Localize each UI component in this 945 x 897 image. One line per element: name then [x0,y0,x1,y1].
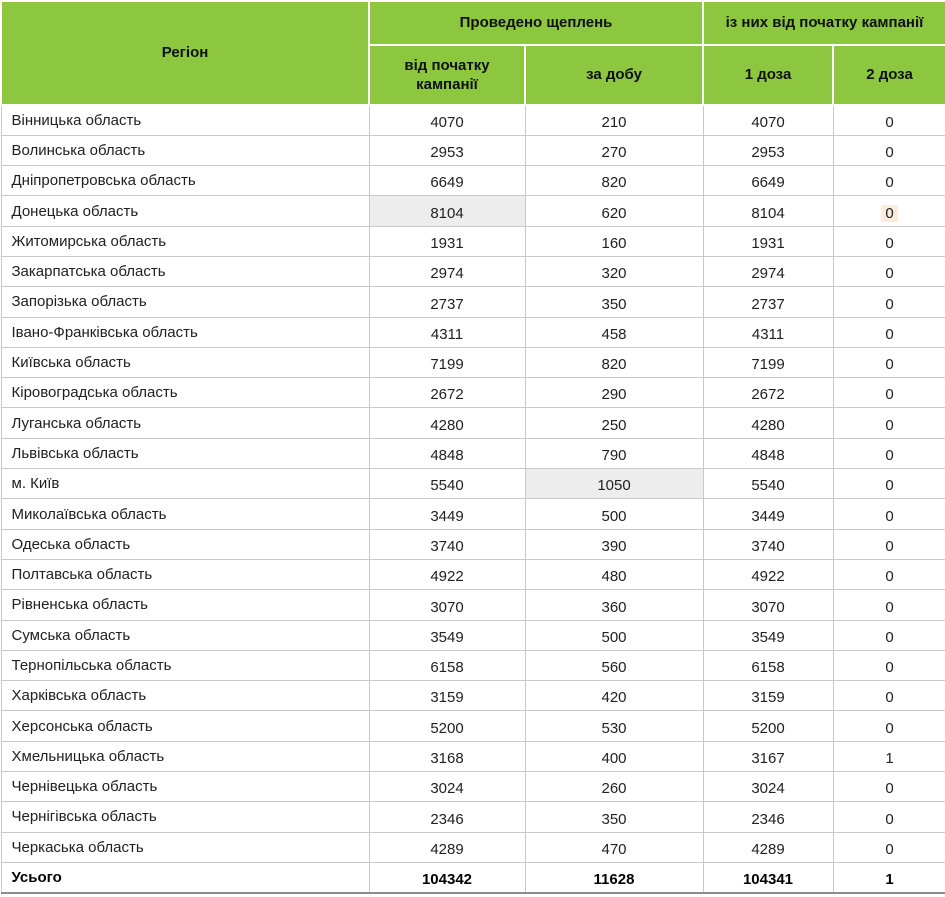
table-row [1,105,945,135]
dose1-cell[interactable]: 2737 [703,287,833,317]
region-cell[interactable]: Черкаська область [1,832,369,862]
header-col-dose1[interactable]: 1 доза [703,45,833,105]
dose1-cell[interactable]: 4070 [703,105,833,135]
dose2-value: 0 [885,416,894,434]
dose2-cell[interactable] [833,681,945,711]
since-start-cell[interactable]: 4922 [369,559,525,589]
table-row [1,408,945,438]
table-row [1,226,945,256]
dose1-cell[interactable]: 4280 [703,408,833,438]
table-row [1,196,945,226]
dose2-cell[interactable] [833,741,945,771]
dose2-value: 0 [885,628,894,646]
dose2-cell[interactable] [833,499,945,529]
per-day-cell[interactable]: 250 [525,408,703,438]
dose2-cell[interactable] [833,287,945,317]
dose2-value: 0 [885,113,894,131]
dose1-cell[interactable]: 1931 [703,226,833,256]
dose1-cell[interactable]: 3167 [703,741,833,771]
per-day-cell[interactable]: 350 [525,287,703,317]
dose2-cell[interactable] [833,256,945,286]
region-cell[interactable]: Миколаївська область [1,499,369,529]
dose2-value: 0 [885,598,894,616]
dose1-cell[interactable]: 2953 [703,135,833,165]
table-row [1,590,945,620]
since-start-cell[interactable]: 3740 [369,529,525,559]
table-row [1,620,945,650]
per-day-cell[interactable]: 820 [525,166,703,196]
table-row [1,438,945,468]
region-cell[interactable]: Львівська область [1,438,369,468]
dose1-cell[interactable]: 2974 [703,256,833,286]
dose2-value: 0 [885,356,894,374]
since-start-cell[interactable]: 4280 [369,408,525,438]
per-day-cell[interactable]: 560 [525,650,703,680]
dose2-cell[interactable] [833,408,945,438]
dose2-cell[interactable] [833,135,945,165]
since-start-cell[interactable]: 1931 [369,226,525,256]
dose2-cell[interactable] [833,650,945,680]
dose2-cell[interactable] [833,802,945,832]
dose2-value: 0 [885,719,894,737]
dose2-cell[interactable] [833,438,945,468]
dose2-value: 0 [885,810,894,828]
per-day-cell[interactable]: 260 [525,772,703,802]
per-day-cell[interactable]: 160 [525,226,703,256]
dose2-cell[interactable] [833,559,945,589]
since-start-cell[interactable]: 3024 [369,772,525,802]
since-start-cell[interactable]: 4311 [369,317,525,347]
dose2-value: 0 [885,265,894,283]
region-cell[interactable]: Чернівецька область [1,772,369,802]
since-start-cell[interactable]: 2737 [369,287,525,317]
header-col-dose2[interactable]: 2 доза [833,45,945,105]
table-row [1,256,945,286]
per-day-cell[interactable]: 470 [525,832,703,862]
per-day-cell[interactable]: 420 [525,681,703,711]
dose1-cell[interactable]: 3159 [703,681,833,711]
dose2-value: 0 [885,537,894,555]
table-row [1,317,945,347]
per-day-cell[interactable]: 270 [525,135,703,165]
dose2-value: 0 [885,144,894,162]
dose2-value: 0 [885,507,894,525]
per-day-cell[interactable]: 390 [525,529,703,559]
table-row [1,166,945,196]
header-region[interactable]: Регіон [1,1,369,105]
since-start-cell[interactable]: 2953 [369,135,525,165]
since-start-cell[interactable]: 3168 [369,741,525,771]
dose1-cell[interactable]: 2672 [703,378,833,408]
dose2-value: 0 [881,205,897,222]
table-row [1,681,945,711]
dose2-value: 0 [885,447,894,465]
table-row [1,378,945,408]
table-row [1,802,945,832]
table-row [1,499,945,529]
header-col-since-start[interactable]: від початку кампанії [369,45,525,105]
per-day-cell[interactable]: 350 [525,802,703,832]
header-col-per-day[interactable]: за добу [525,45,703,105]
header-group-since-start[interactable]: із них від початку кампанії [703,1,945,45]
dose1-cell[interactable]: 3024 [703,772,833,802]
dose2-value: 1 [885,750,894,768]
dose2-cell[interactable] [833,347,945,377]
since-start-cell[interactable]: 2974 [369,256,525,286]
since-start-cell[interactable]: 5200 [369,711,525,741]
per-day-cell[interactable]: 320 [525,256,703,286]
dose2-cell[interactable] [833,105,945,135]
region-cell[interactable]: Вінницька область [1,105,369,135]
per-day-cell[interactable]: 500 [525,499,703,529]
table-row [1,711,945,741]
region-cell[interactable]: Харківська область [1,681,369,711]
total-per-day-cell[interactable]: 11628 [525,862,703,892]
table-row [1,135,945,165]
per-day-cell[interactable]: 210 [525,105,703,135]
since-start-cell[interactable]: 6649 [369,166,525,196]
region-cell[interactable]: Волинська область [1,135,369,165]
dose1-cell[interactable]: 3549 [703,620,833,650]
dose2-value: 0 [885,659,894,677]
region-cell[interactable]: Київська область [1,347,369,377]
region-cell[interactable]: Донецька область [1,196,369,226]
per-day-cell[interactable]: 790 [525,438,703,468]
dose1-cell[interactable]: 3449 [703,499,833,529]
region-cell[interactable]: Хмельницька область [1,741,369,771]
dose2-value: 0 [885,386,894,404]
dose2-value: 0 [885,174,894,192]
total-label-cell[interactable]: Усього [1,862,369,892]
region-cell[interactable]: Тернопільська область [1,650,369,680]
since-start-cell[interactable]: 6158 [369,650,525,680]
since-start-cell[interactable]: 4848 [369,438,525,468]
table-row [1,772,945,802]
per-day-cell[interactable]: 458 [525,317,703,347]
dose2-cell[interactable] [833,772,945,802]
since-start-cell[interactable]: 5540 [369,469,525,499]
since-start-cell[interactable]: 3549 [369,620,525,650]
region-cell[interactable]: Чернігівська область [1,802,369,832]
dose1-cell[interactable]: 5200 [703,711,833,741]
dose2-value: 0 [885,295,894,313]
dose2-cell[interactable] [833,378,945,408]
dose1-cell[interactable]: 5540 [703,469,833,499]
since-start-cell[interactable]: 8104 [369,196,525,226]
region-cell[interactable]: Житомирська область [1,226,369,256]
dose2-value: 0 [885,689,894,707]
table-row [1,832,945,862]
dose2-value: 0 [885,568,894,586]
dose2-cell[interactable] [833,620,945,650]
per-day-cell[interactable]: 530 [525,711,703,741]
table-row [1,287,945,317]
per-day-cell[interactable]: 480 [525,559,703,589]
dose1-cell[interactable]: 6649 [703,166,833,196]
dose2-cell[interactable] [833,317,945,347]
dose2-cell[interactable] [833,226,945,256]
dose1-cell[interactable]: 7199 [703,347,833,377]
region-cell[interactable]: Одеська область [1,529,369,559]
dose2-cell[interactable] [833,529,945,559]
dose1-cell[interactable]: 4922 [703,559,833,589]
total-row [1,862,945,892]
region-cell[interactable]: Сумська область [1,620,369,650]
dose2-value: 0 [885,234,894,252]
since-start-cell[interactable]: 4289 [369,832,525,862]
since-start-cell[interactable]: 7199 [369,347,525,377]
dose2-value: 0 [885,325,894,343]
since-start-cell[interactable]: 3449 [369,499,525,529]
region-cell[interactable]: Івано-Франківська область [1,317,369,347]
per-day-cell[interactable]: 820 [525,347,703,377]
since-start-cell[interactable]: 2672 [369,378,525,408]
total-dose2-cell[interactable]: 1 [833,862,945,892]
region-cell[interactable]: Херсонська область [1,711,369,741]
per-day-cell[interactable]: 400 [525,741,703,771]
per-day-cell[interactable]: 620 [525,196,703,226]
dose1-cell[interactable]: 8104 [703,196,833,226]
dose1-cell[interactable]: 4848 [703,438,833,468]
dose2-cell[interactable] [833,711,945,741]
table-body [1,105,945,893]
table-row [1,469,945,499]
per-day-cell[interactable]: 1050 [525,469,703,499]
table-row [1,741,945,771]
region-cell[interactable]: Закарпатська область [1,256,369,286]
dose2-cell[interactable] [833,469,945,499]
region-cell[interactable]: Рівненська область [1,590,369,620]
region-cell[interactable]: Запорізька область [1,287,369,317]
dose2-cell[interactable] [833,196,945,226]
table-row [1,650,945,680]
per-day-cell[interactable]: 290 [525,378,703,408]
dose2-cell[interactable] [833,832,945,862]
dose1-cell[interactable]: 2346 [703,802,833,832]
table-row [1,559,945,589]
dose1-cell[interactable]: 3070 [703,590,833,620]
since-start-cell[interactable]: 2346 [369,802,525,832]
dose2-cell[interactable] [833,590,945,620]
total-since-start-cell[interactable]: 104342 [369,862,525,892]
region-cell[interactable]: Полтавська область [1,559,369,589]
header-group-vaccinations[interactable]: Проведено щеплень [369,1,703,45]
table-row [1,529,945,559]
since-start-cell[interactable]: 3070 [369,590,525,620]
dose1-cell[interactable]: 3740 [703,529,833,559]
dose2-value: 0 [885,780,894,798]
dose2-value: 0 [885,840,894,858]
region-cell[interactable]: Луганська область [1,408,369,438]
table-header [1,1,945,105]
region-cell[interactable]: Дніпропетровська область [1,166,369,196]
region-cell[interactable]: Кіровоградська область [1,378,369,408]
since-start-cell[interactable]: 4070 [369,105,525,135]
per-day-cell[interactable]: 360 [525,590,703,620]
dose1-cell[interactable]: 4289 [703,832,833,862]
since-start-cell[interactable]: 3159 [369,681,525,711]
per-day-cell[interactable]: 500 [525,620,703,650]
dose2-cell[interactable] [833,166,945,196]
dose1-cell[interactable]: 6158 [703,650,833,680]
dose2-value: 0 [885,477,894,495]
region-cell[interactable]: м. Київ [1,469,369,499]
total-dose1-cell[interactable]: 104341 [703,862,833,892]
dose1-cell[interactable]: 4311 [703,317,833,347]
table-row [1,347,945,377]
